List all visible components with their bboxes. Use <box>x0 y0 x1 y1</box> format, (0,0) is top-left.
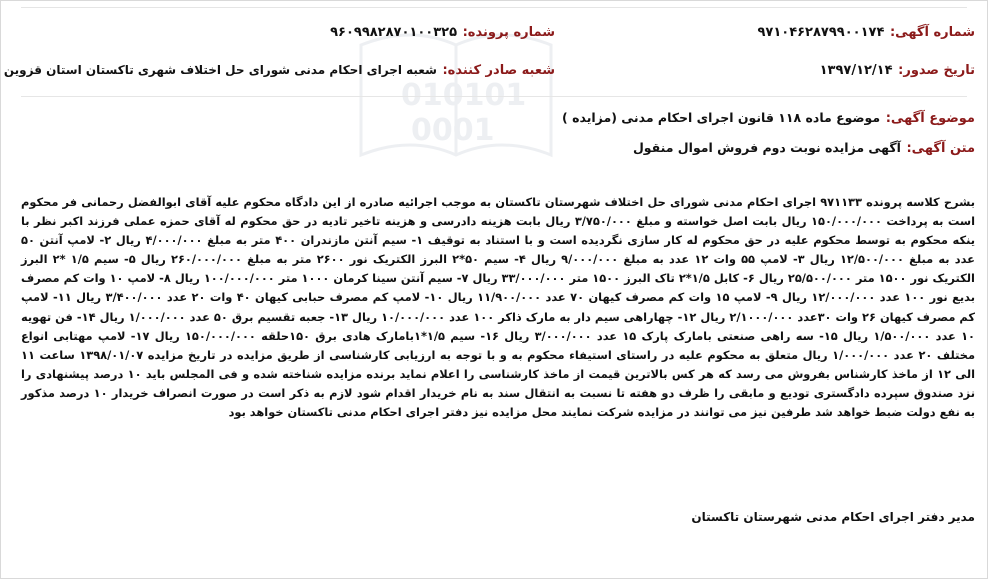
svg-text:010101: 010101 <box>401 78 527 113</box>
ad-text-label: متن آگهی: <box>906 141 975 156</box>
subject-label: موضوع آگهی: <box>885 111 975 126</box>
ad-number-label: شماره آگهی: <box>889 25 975 40</box>
subject-value: موضوع ماده ۱۱۸ قانون اجرای احکام مدنی (مزایده ) <box>562 110 881 125</box>
case-number-label: شماره پرونده: <box>462 25 555 40</box>
svg-text:0001: 0001 <box>411 113 495 148</box>
issue-date-label: تاریخ صدور: <box>898 63 975 78</box>
signature-line: مدیر دفتر اجرای احکام مدنی شهرستان تاکستان <box>691 510 975 524</box>
issuing-branch-field <box>4 59 555 78</box>
header-divider <box>21 96 967 97</box>
ad-body-paragraph: بشرح کلاسه پرونده ۹۷۱۱۳۳ اجرای احکام مدنی شورای حل اختلاف شهرستان تاکستان به موجب اجرائیه صادره از این دادگاه محکوم علیه آقای ابوالفضل رحمانی فر محکوم است به پرداخت ۱۵۰/۰۰۰/۰۰۰ ریال بابت اصل خواسته و مبلغ ۳/۷۵۰/۰۰۰ ریال بابت هزینه دادرسی و هزینه تاخیر تادیه در حق محکوم له آقای حمزه عملی فرزند اکبر نظر با ینکه محکوم به توسط محکوم علیه در حق محکوم له کار سازی نگردیده است و با استناد به توقیف ۱- سیم آنتن مازندران ۴۰۰ متر به مبلغ ۴/۰۰۰/۰۰۰ ریال ۲- لامپ آنتن ۵۰ عدد به مبلغ ۱۲/۵۰۰/۰۰۰ ریال ۳- لامپ ۵۵ وات ۱۲ عدد به مبلغ ۹/۰۰۰/۰۰۰ ریال ۴- سیم ۵۰*۲ البرز الکتریک نور ۲۶۰۰ متر به مبلغ ۲۶۰/۰۰۰/۰۰۰ ریال ۵- سیم ۱/۵ *۲ البرز الکتریک نور ۱۵۰۰ متر ۲۵/۵۰۰/۰۰۰ ریال ۶- کابل ۱/۵*۲ تاک البرز ۱۵۰۰ متر ۳۳/۰۰۰/۰۰۰ ریال ۷- سیم آنتن سینا کرمان ۱۰۰۰ متر ۱۰۰/۰۰۰/۰۰۰ ریال ۸- لامپ ۱۰ وات کم مصرف بدیع نور ۱۰۰ عدد ۱۲/۰۰۰/۰۰۰ ریال ۹- لامپ ۱۵ وات کم مصرف کیهان ۷۰ عدد ۱۱/۹۰۰/۰۰۰ ریال ۱۰- لامپ کم مصرف حبابی کیهان ۴۰ وات ۲۰ عدد ۳/۴۰۰/۰۰۰ ریال ۱۱- لامپ کم مصرف کیهان ۲۶ وات ۳۰عدد ۲/۱۰۰۰/۰۰۰ ریال ۱۲- چهاراهی سیم دار به مارک ذاکر ۱۰۰ عدد ۱۰/۰۰۰/۰۰۰ ریال ۱۳- جعبه تقسیم برق ۵۰ عدد ۱/۰۰۰/۰۰۰ ریال ۱۴- فن تهویه ۱۰ عدد ۱/۵۰۰/۰۰۰ ریال ۱۵- سه راهی صنعتی بامارک پارک ۱۵ عدد ۳/۰۰۰/۰۰۰ ریال ۱۶- سیم ۱/۵*۱بامارک هادی برق ۱۵۰حلقه ۱۵۰/۰۰۰/۰۰۰ ریال ۱۷- لامپ مهتابی انواع مختلف ۲۰ عدد ۱/۰۰۰/۰۰۰ ریال متعلق به محکوم علیه در راستای استیفاء محکوم به و با توجه به ارزیابی کارشناسی از طریق مزایده در تاریخ مزایده ۱۳۹۸/۰۱/۰۷ ساعت ۱۱ الی ۱۲ از ماخذ کارشناس بفروش می رسد که هر کس بالاترین قیمت از ماخذ کارشناسی را اعلام نماید برنده مزایده شناخته شده و فی المجلس باید ۱۰ درصد پیشنهادی را نزد صندوق سپرده دادگستری تودیع و مابقی را ظرف دو هفته تا نسبت به انتقال سند به نام خریدار اقدام شود لازم به ذکر است در صورت انصراف خریدار ۱۰ درصد مذکور به نفع دولت ضبط خواهد شد طرفین نیز می توانند در مزایده شرکت نمایند محل مزایده نیز دفتر اجرای احکام مدنی تاکستان خواهد بود <box>21 195 976 420</box>
ad-number-field <box>757 21 975 40</box>
top-divider <box>21 7 967 8</box>
issuing-branch-value: شعبه اجرای احکام مدنی شورای حل اختلاف شهری تاکستان استان قزوین <box>3 63 437 77</box>
issuing-branch-label: شعبه صادر کننده: <box>442 63 555 78</box>
subject-field <box>562 107 975 126</box>
issue-date-value: ۱۳۹۷/۱۲/۱۴ <box>819 63 893 78</box>
issue-date-field <box>820 59 975 78</box>
case-number-field <box>330 21 555 40</box>
ad-text-title: آگهی مزایده نوبت دوم فروش اموال منقول <box>632 140 901 155</box>
case-number-value: ۹۶۰۹۹۸۲۸۷۰۱۰۰۳۲۵ <box>330 25 458 40</box>
ad-number-value: ۹۷۱۰۴۶۲۸۷۹۹۰۰۱۷۴ <box>757 25 885 40</box>
ad-text-field <box>633 137 975 156</box>
